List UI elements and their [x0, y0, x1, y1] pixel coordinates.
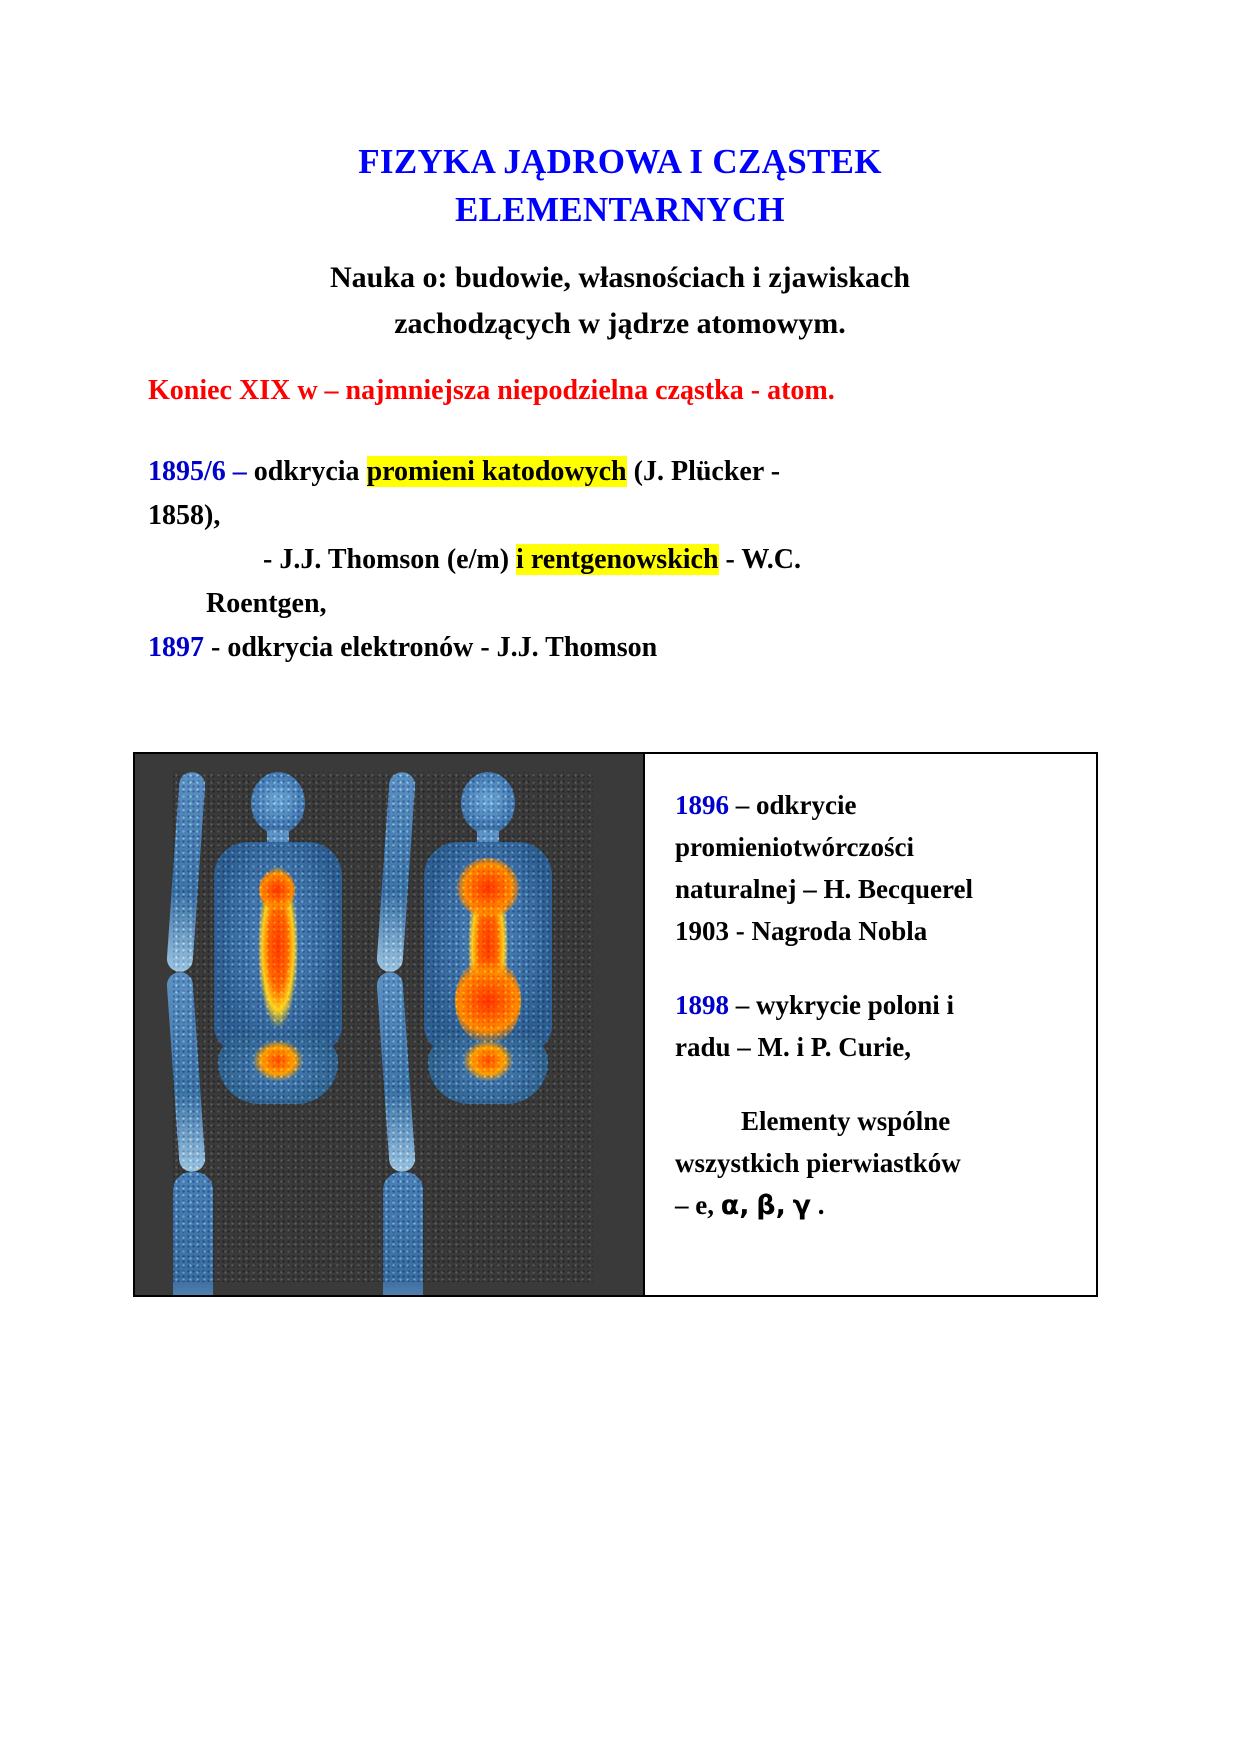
- caption-paragraph-elements: [675, 1100, 1070, 1227]
- caption-spacer-2: [675, 1078, 1070, 1100]
- bone-scan-image: [135, 754, 645, 1295]
- timeline-line-5: [148, 626, 1128, 670]
- title-line-2: ELEMENTARNYCH: [455, 190, 785, 229]
- leg-left: [383, 1172, 423, 1295]
- figure-caption-panel: [645, 754, 1096, 1295]
- red-statement: Koniec XIX w – najmniejsza niepodzielna cząstka - atom.: [148, 375, 835, 406]
- timeline-block: [148, 450, 1128, 670]
- subtitle-line-2: zachodzących w jądrze atomowym.: [394, 307, 846, 340]
- gamma-symbol: γ: [792, 1190, 812, 1221]
- timeline-line-2: 1858),: [148, 500, 221, 531]
- timeline-line-1: [148, 450, 1128, 494]
- body-scan-right: [383, 772, 593, 1282]
- head-region: [461, 772, 515, 834]
- hotspot-chest: [457, 858, 519, 918]
- hotspot-upper: [259, 868, 295, 912]
- arm-right: [376, 971, 416, 1172]
- highlight-promieni-katodowych: promieni katodowych: [366, 456, 627, 487]
- timeline-l1-text-b: (J. Plücker -: [626, 456, 781, 487]
- arm-right: [166, 971, 206, 1172]
- figure-container: [133, 752, 1098, 1297]
- caption-1898-line2: radu – M. i P. Curie,: [675, 1032, 911, 1062]
- title-line-1: FIZYKA JĄDROWA I CZĄSTEK: [358, 142, 882, 181]
- caption-elements-prefix: – e,: [675, 1190, 721, 1220]
- timeline-line-4: [148, 582, 1128, 626]
- caption-1896-line3: naturalnej – H. Becquerel: [675, 874, 973, 904]
- year-1896: 1896: [675, 790, 729, 820]
- hotspot-abdomen: [455, 958, 521, 1044]
- timeline-l3-text-a: - J.J. Thomson (e/m): [263, 544, 517, 575]
- beta-symbol: β,: [756, 1190, 786, 1221]
- caption-elements-line1: Elementy wspólne: [741, 1106, 951, 1136]
- subtitle-line-1: Nauka o: budowie, własnościach i zjawiskach: [329, 261, 911, 294]
- caption-1896-text: – odkrycie: [729, 790, 857, 820]
- alpha-symbol: α,: [720, 1190, 750, 1221]
- caption-1903-nobel: 1903 - Nagroda Nobla: [675, 916, 928, 946]
- year-1895-6: 1895/6 –: [148, 456, 247, 487]
- page-subtitle: [0, 255, 1240, 347]
- caption-1896-line2: promieniotwórczości: [675, 832, 914, 862]
- highlight-i-rentgenowskich: i rentgenowskich: [516, 544, 719, 575]
- caption-spacer: [675, 962, 1070, 984]
- timeline-l5-text: - odkrycia elektronów - J.J. Thomson: [204, 632, 658, 663]
- caption-paragraph-1898: [675, 984, 1070, 1068]
- head-region: [251, 772, 305, 834]
- timeline-l3-text-b: - W.C.: [718, 544, 802, 575]
- year-1898: 1898: [675, 990, 729, 1020]
- year-1897: 1897: [148, 632, 204, 663]
- arm-left: [166, 771, 206, 972]
- pelvis-region: [218, 1034, 338, 1104]
- caption-elements-suffix: .: [811, 1190, 825, 1220]
- caption-paragraph-1896: [675, 784, 1070, 952]
- body-scan-left: [173, 772, 383, 1282]
- timeline-line-4-inner: Roentgen,: [206, 588, 327, 619]
- caption-elements-line2: wszystkich pierwiastków: [675, 1148, 961, 1178]
- caption-1898-text: – wykrycie poloni i: [729, 990, 955, 1020]
- timeline-line-3: [148, 538, 1128, 582]
- leg-left: [173, 1172, 213, 1295]
- page-title: [0, 138, 1240, 234]
- arm-left: [376, 771, 416, 972]
- timeline-line-3-inner: [148, 538, 1128, 582]
- timeline-l1-text-a: odkrycia: [246, 456, 367, 487]
- pelvis-region: [428, 1034, 548, 1104]
